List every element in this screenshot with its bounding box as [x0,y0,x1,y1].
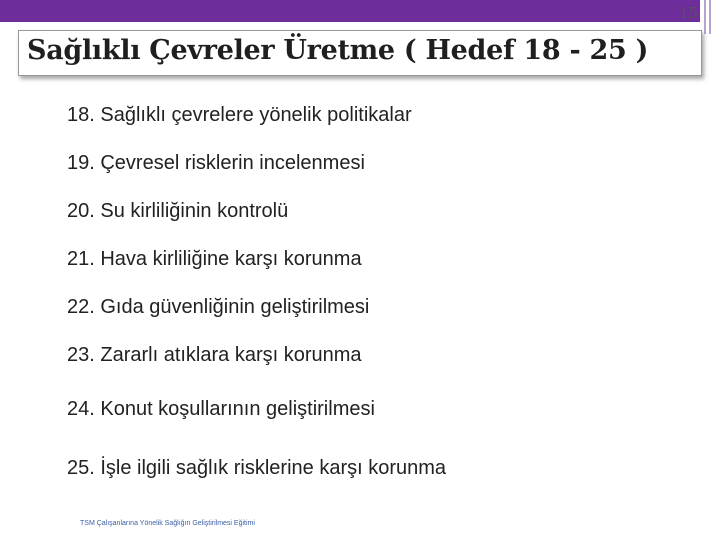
decorative-line [709,0,711,34]
decorative-line [704,0,706,34]
list-item: 25. İşle ilgili sağlık risklerine karşı korunma [67,457,447,479]
footer-text: TSM Çalışanlarına Yönelik Sağlığın Geliştirilmesi Eğitimi [80,520,255,527]
title-box [18,30,702,76]
list-item: 18. Sağlıklı çevrelere yönelik politikalar [67,104,412,126]
slide-number: 15 [678,4,698,22]
header-bar [0,0,700,22]
list-item: 20. Su kirliliğinin kontrolü [67,200,289,222]
slide-title: Sağlıklı Çevreler Üretme ( Hedef 18 - 25 ) [27,35,649,66]
list-item: 24. Konut koşullarının geliştirilmesi [67,398,375,420]
list-item: 22. Gıda güvenliğinin geliştirilmesi [67,296,370,318]
list-item: 19. Çevresel risklerin incelenmesi [67,152,365,174]
list-item: 23. Zararlı atıklara karşı korunma [67,344,362,366]
list-item: 21. Hava kirliliğine karşı korunma [67,248,362,270]
